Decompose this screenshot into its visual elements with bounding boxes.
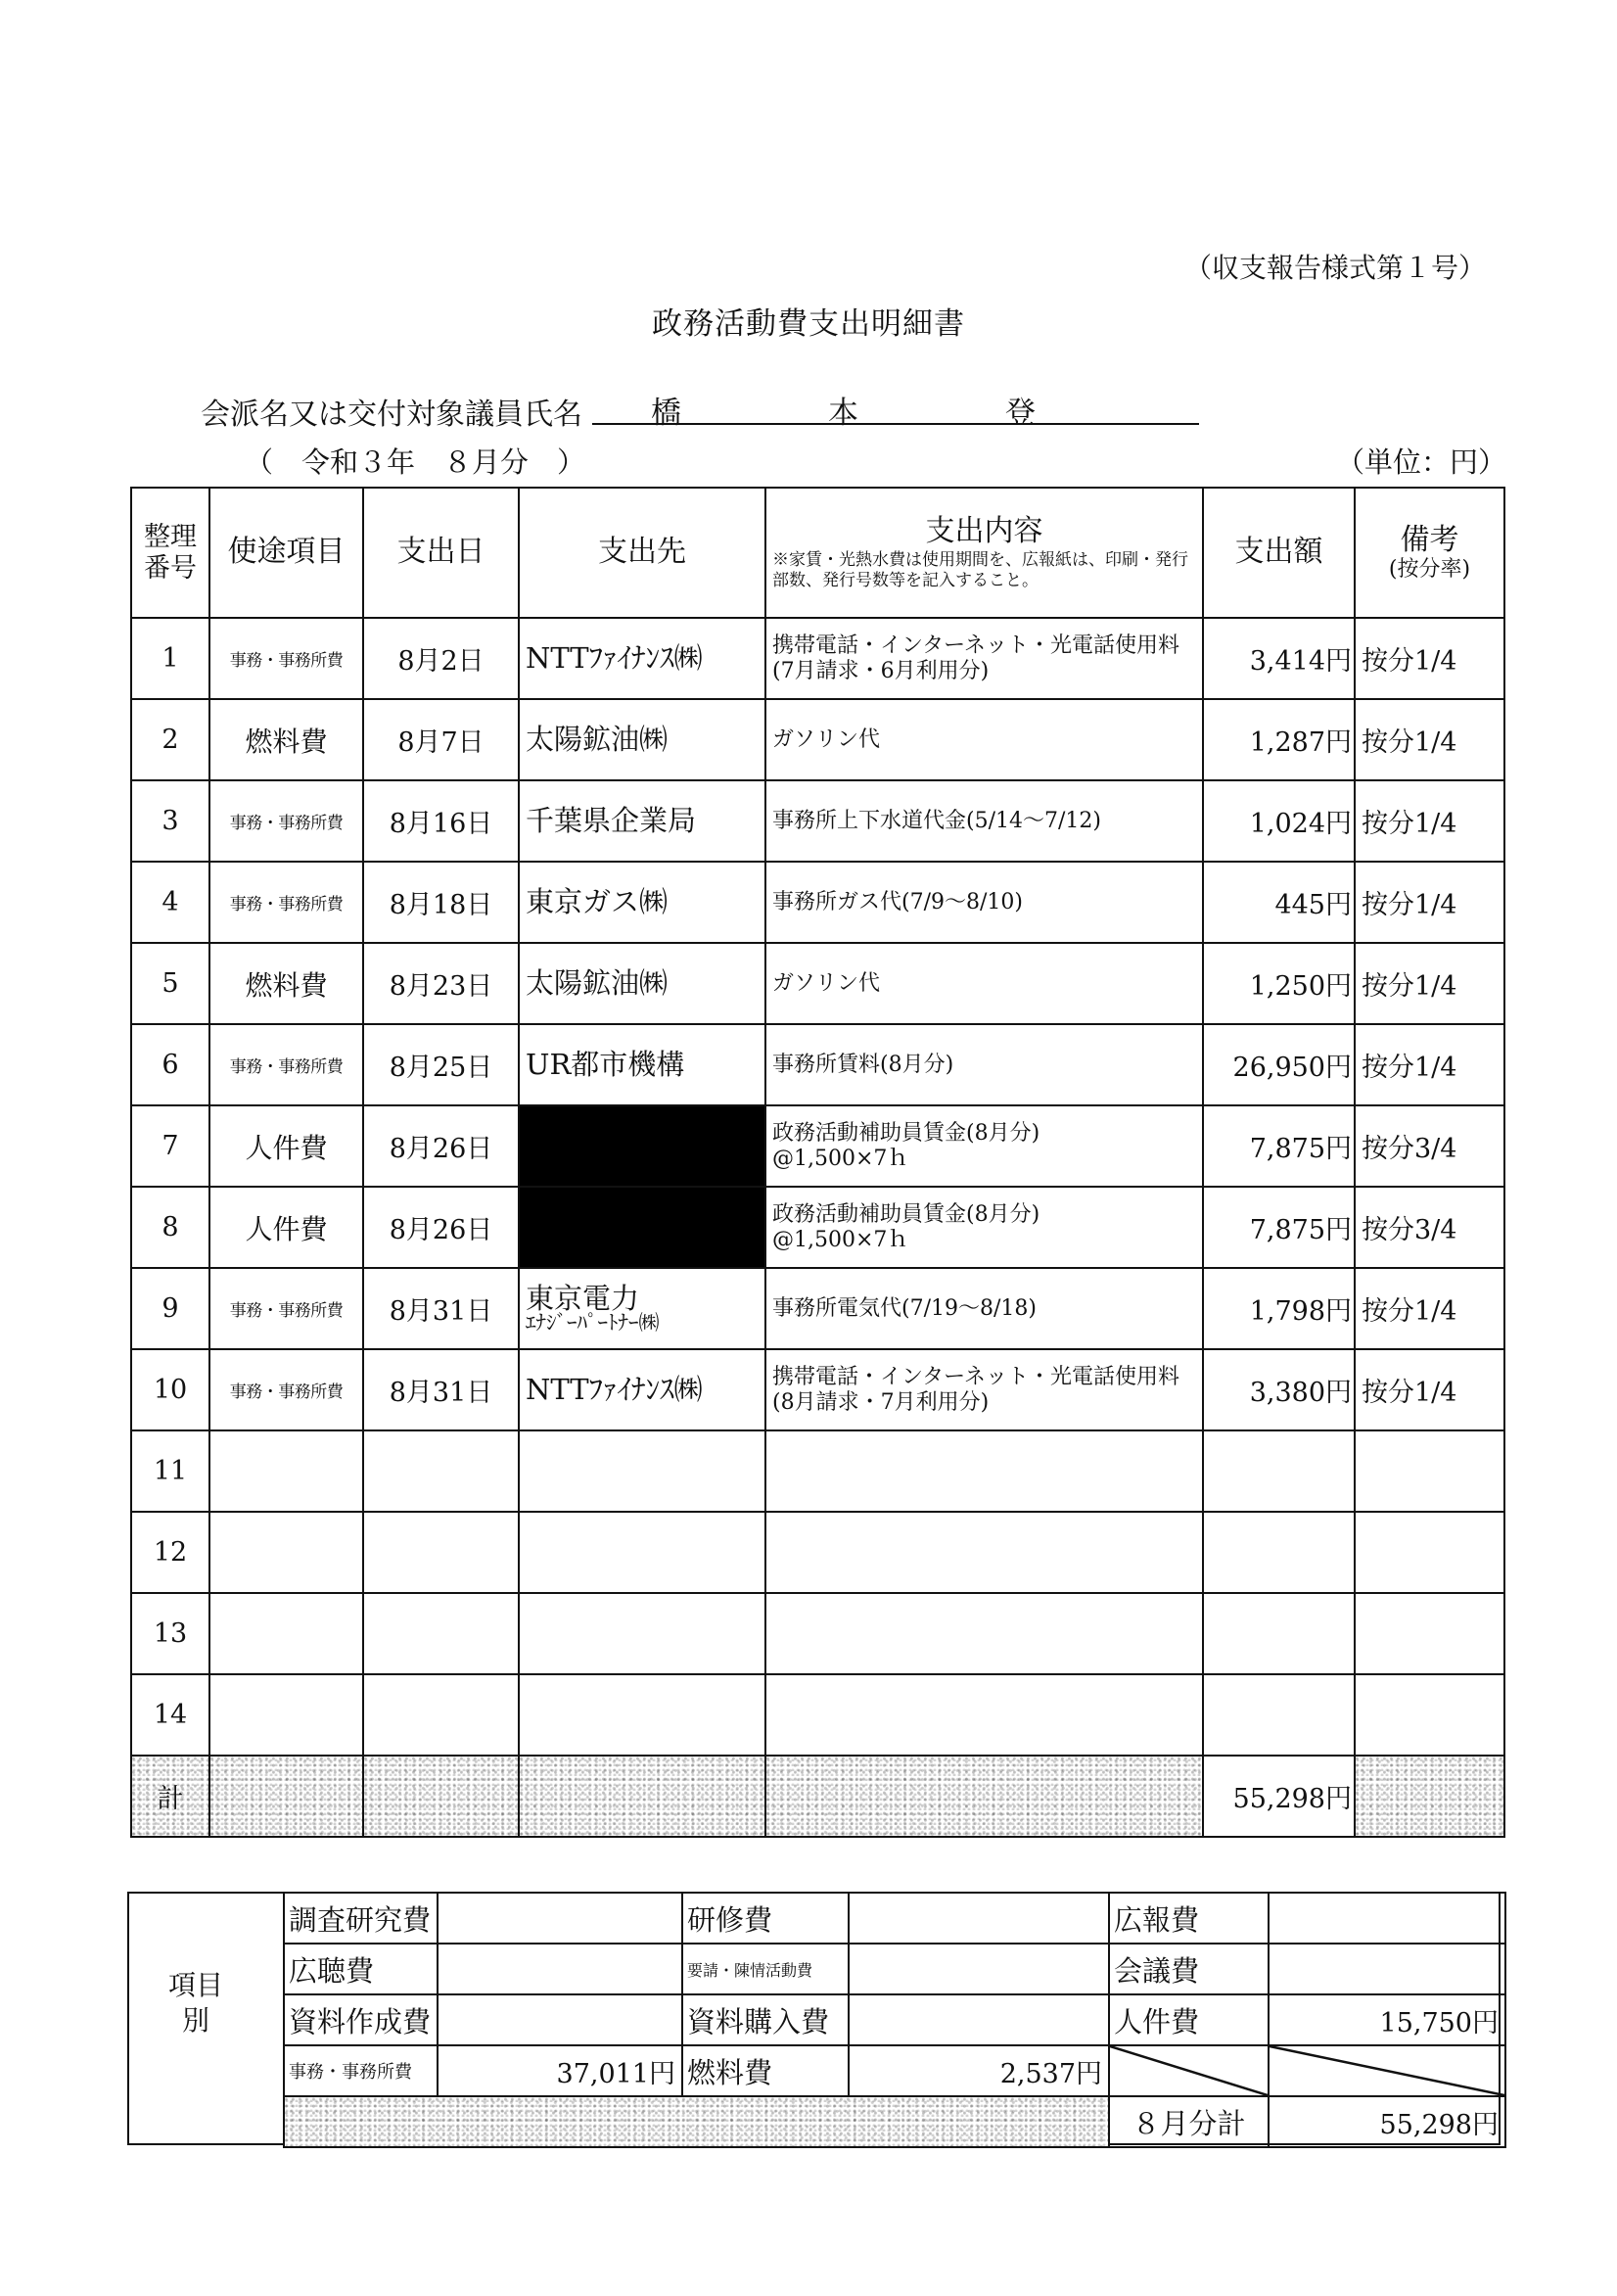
- row-note: 按分1/4: [1355, 943, 1504, 1024]
- table-row: [131, 1187, 1504, 1268]
- row-payee-sub: ｴﾅｼﾞｰﾊﾟｰﾄﾅｰ㈱: [526, 1310, 660, 1335]
- form-number: （収支報告様式第１号）: [1184, 252, 1487, 284]
- row-content: 事務所ガス代(7/9～8/10): [765, 862, 1203, 943]
- row-content: 政務活動補助員賃金(8月分) @1,500×7ｈ: [765, 1105, 1203, 1187]
- row-use: 人件費: [209, 1105, 363, 1187]
- header-note: [1355, 488, 1504, 618]
- row-amount: 1,798円: [1203, 1268, 1355, 1349]
- cat-docs-label: 資料作成費: [284, 1994, 438, 2045]
- row-use: [209, 1674, 363, 1756]
- row-date: 8月31日: [363, 1268, 519, 1349]
- row-use: 人件費: [209, 1187, 363, 1268]
- row-amount: 1,024円: [1203, 780, 1355, 862]
- row-content: 携帯電話・インターネット・光電話使用料(7月請求・6月利用分): [765, 618, 1203, 699]
- cat-training-value: [849, 1893, 1109, 1944]
- row-number: 4: [131, 862, 209, 943]
- row-payee: 東京ガス㈱: [519, 862, 765, 943]
- header-note-label: 備考: [1400, 522, 1459, 557]
- row-payee: NTTﾌｧｲﾅﾝｽ㈱: [519, 618, 765, 699]
- row-use: 燃料費: [209, 943, 363, 1024]
- cat-hearing-label: 広聴費: [284, 1944, 438, 1994]
- row-note: 按分3/4: [1355, 1105, 1504, 1187]
- row-number: 6: [131, 1024, 209, 1105]
- table-row: [131, 699, 1504, 780]
- row-amount: 26,950円: [1203, 1024, 1355, 1105]
- row-payee: [519, 1268, 765, 1349]
- row-payee-main: 東京電力: [526, 1281, 640, 1315]
- row-payee: [519, 1512, 765, 1593]
- unit-label: （単位：円）: [1336, 445, 1507, 479]
- total-label: 計: [131, 1756, 209, 1837]
- row-content: 政務活動補助員賃金(8月分) @1,500×7ｈ: [765, 1187, 1203, 1268]
- row-number: 3: [131, 780, 209, 862]
- cat-blank-grain: [284, 2096, 1109, 2147]
- table-row: [131, 1268, 1504, 1349]
- row-use: 燃料費: [209, 699, 363, 780]
- expense-table: [130, 487, 1505, 1838]
- row-amount: 445円: [1203, 862, 1355, 943]
- table-row: [131, 1512, 1504, 1593]
- cat-pr-label: 広報費: [1109, 1893, 1269, 1944]
- cat-hearing-value: [438, 1944, 682, 1994]
- row-amount: 7,875円: [1203, 1187, 1355, 1268]
- table-row: [131, 1105, 1504, 1187]
- row-content: 事務所賃料(8月分): [765, 1024, 1203, 1105]
- header-content: [765, 488, 1203, 618]
- row-amount: [1203, 1512, 1355, 1593]
- row-number: 13: [131, 1593, 209, 1674]
- row-payee: 太陽鉱油㈱: [519, 699, 765, 780]
- cat-personnel-label: 人件費: [1109, 1994, 1269, 2045]
- row-amount: 3,380円: [1203, 1349, 1355, 1430]
- total-blank: [1355, 1756, 1504, 1837]
- row-amount: 3,414円: [1203, 618, 1355, 699]
- row-note: [1355, 1512, 1504, 1593]
- row-use: [209, 1430, 363, 1512]
- row-use: 事務・事務所費: [209, 618, 363, 699]
- row-note: [1355, 1593, 1504, 1674]
- row-number: 5: [131, 943, 209, 1024]
- row-amount: 1,287円: [1203, 699, 1355, 780]
- row-payee: [519, 1593, 765, 1674]
- row-date: 8月7日: [363, 699, 519, 780]
- cat-pr-value: [1269, 1893, 1505, 1944]
- header-amount: 支出額: [1203, 488, 1355, 618]
- cat-office-value: 37,011円: [438, 2045, 682, 2096]
- diagonal-slash: [1269, 2045, 1505, 2096]
- table-row: [131, 1593, 1504, 1674]
- row-content: [765, 1674, 1203, 1756]
- row-note: 按分1/4: [1355, 1268, 1504, 1349]
- row-number: 8: [131, 1187, 209, 1268]
- table-row: [131, 1349, 1504, 1430]
- row-date: [363, 1512, 519, 1593]
- total-blank: [363, 1756, 519, 1837]
- row-note: 按分1/4: [1355, 862, 1504, 943]
- row-date: 8月23日: [363, 943, 519, 1024]
- row-number: 1: [131, 618, 209, 699]
- header-note-sub: (按分率): [1388, 557, 1471, 583]
- row-content: 携帯電話・インターネット・光電話使用料(8月請求・7月利用分): [765, 1349, 1203, 1430]
- row-date: [363, 1430, 519, 1512]
- table-row: [131, 618, 1504, 699]
- total-blank: [765, 1756, 1203, 1837]
- header-use: 使途項目: [209, 488, 363, 618]
- row-date: 8月26日: [363, 1187, 519, 1268]
- table-header-row: [131, 488, 1504, 618]
- row-note: 按分1/4: [1355, 1024, 1504, 1105]
- row-amount: [1203, 1674, 1355, 1756]
- cat-research-label: 調査研究費: [284, 1893, 438, 1944]
- row-payee: UR都市機構: [519, 1024, 765, 1105]
- row-note: 按分1/4: [1355, 1349, 1504, 1430]
- cat-purchase-value: [849, 1994, 1109, 2045]
- row-payee: [519, 1430, 765, 1512]
- cat-fuel-value: 2,537円: [849, 2045, 1109, 2096]
- row-date: 8月31日: [363, 1349, 519, 1430]
- cat-petition-label: 要請・陳情活動費: [682, 1944, 849, 1994]
- total-amount: 55,298円: [1203, 1756, 1355, 1837]
- row-note: [1355, 1430, 1504, 1512]
- table-row: [131, 1674, 1504, 1756]
- row-payee: NTTﾌｧｲﾅﾝｽ㈱: [519, 1349, 765, 1430]
- row-content: ガソリン代: [765, 943, 1203, 1024]
- row-content: ガソリン代: [765, 699, 1203, 780]
- row-payee: 太陽鉱油㈱: [519, 943, 765, 1024]
- row-amount: [1203, 1430, 1355, 1512]
- row-date: 8月16日: [363, 780, 519, 862]
- row-use: 事務・事務所費: [209, 1024, 363, 1105]
- row-content: [765, 1512, 1203, 1593]
- row-number: 7: [131, 1105, 209, 1187]
- cat-purchase-label: 資料購入費: [682, 1994, 849, 2045]
- cat-docs-value: [438, 1994, 682, 2045]
- row-note: 按分1/4: [1355, 780, 1504, 862]
- table-row: [131, 1430, 1504, 1512]
- cat-meeting-label: 会議費: [1109, 1944, 1269, 1994]
- row-content: [765, 1430, 1203, 1512]
- row-date: [363, 1674, 519, 1756]
- row-date: 8月26日: [363, 1105, 519, 1187]
- row-use: 事務・事務所費: [209, 1268, 363, 1349]
- row-payee: [519, 1674, 765, 1756]
- page-title: 政務活動費支出明細書: [652, 306, 965, 342]
- row-payee: [519, 1187, 765, 1268]
- row-number: 12: [131, 1512, 209, 1593]
- period: （ 令和３年 ８月分 ）: [245, 445, 586, 479]
- row-amount: 1,250円: [1203, 943, 1355, 1024]
- row-use: [209, 1593, 363, 1674]
- row-number: 9: [131, 1268, 209, 1349]
- row-content: [765, 1593, 1203, 1674]
- row-number: 14: [131, 1674, 209, 1756]
- row-note: [1355, 1674, 1504, 1756]
- table-row: [131, 943, 1504, 1024]
- row-use: 事務・事務所費: [209, 780, 363, 862]
- month-total-label: ８月分計: [1109, 2096, 1269, 2147]
- total-row: [131, 1756, 1504, 1837]
- cat-petition-value: [849, 1944, 1109, 1994]
- table-row: [131, 780, 1504, 862]
- row-amount: [1203, 1593, 1355, 1674]
- header-no: 整理番号: [131, 488, 209, 618]
- row-content: 事務所上下水道代金(5/14～7/12): [765, 780, 1203, 862]
- month-total-value: 55,298円: [1269, 2096, 1505, 2147]
- cat-training-label: 研修費: [682, 1893, 849, 1944]
- row-date: 8月25日: [363, 1024, 519, 1105]
- row-use: 事務・事務所費: [209, 862, 363, 943]
- row-date: [363, 1593, 519, 1674]
- header-content-note: ※家賃・光熱水費は使用期間を、広報紙は、印刷・発行部数、発行号数等を記入すること。: [772, 550, 1188, 590]
- row-use: [209, 1512, 363, 1593]
- header-payee: 支出先: [519, 488, 765, 618]
- row-note: 按分1/4: [1355, 618, 1504, 699]
- row-date: 8月2日: [363, 618, 519, 699]
- cat-research-value: [438, 1893, 682, 1944]
- header-content-label: 支出内容: [925, 513, 1043, 548]
- table-row: [131, 862, 1504, 943]
- row-amount: 7,875円: [1203, 1105, 1355, 1187]
- header-date: 支出日: [363, 488, 519, 618]
- table-row: [131, 1024, 1504, 1105]
- row-number: 11: [131, 1430, 209, 1512]
- cat-office-label: 事務・事務所費: [284, 2045, 438, 2096]
- row-number: 2: [131, 699, 209, 780]
- row-note: 按分3/4: [1355, 1187, 1504, 1268]
- row-number: 10: [131, 1349, 209, 1430]
- row-payee: [519, 1105, 765, 1187]
- cat-personnel-value: 15,750円: [1269, 1994, 1505, 2045]
- diagonal-slash: [1109, 2045, 1269, 2096]
- category-table: [283, 1892, 1506, 2148]
- row-use: 事務・事務所費: [209, 1349, 363, 1430]
- cat-meeting-value: [1269, 1944, 1505, 1994]
- row-date: 8月18日: [363, 862, 519, 943]
- row-note: 按分1/4: [1355, 699, 1504, 780]
- total-blank: [209, 1756, 363, 1837]
- row-content: 事務所電気代(7/19～8/18): [765, 1268, 1203, 1349]
- name-label: 会派名又は交付対象議員氏名: [201, 398, 582, 432]
- category-label: 項目別: [167, 1969, 223, 2038]
- total-blank: [519, 1756, 765, 1837]
- name-value: 橋本登: [651, 396, 1182, 431]
- cat-fuel-label: 燃料費: [682, 2045, 849, 2096]
- row-payee: 千葉県企業局: [519, 780, 765, 862]
